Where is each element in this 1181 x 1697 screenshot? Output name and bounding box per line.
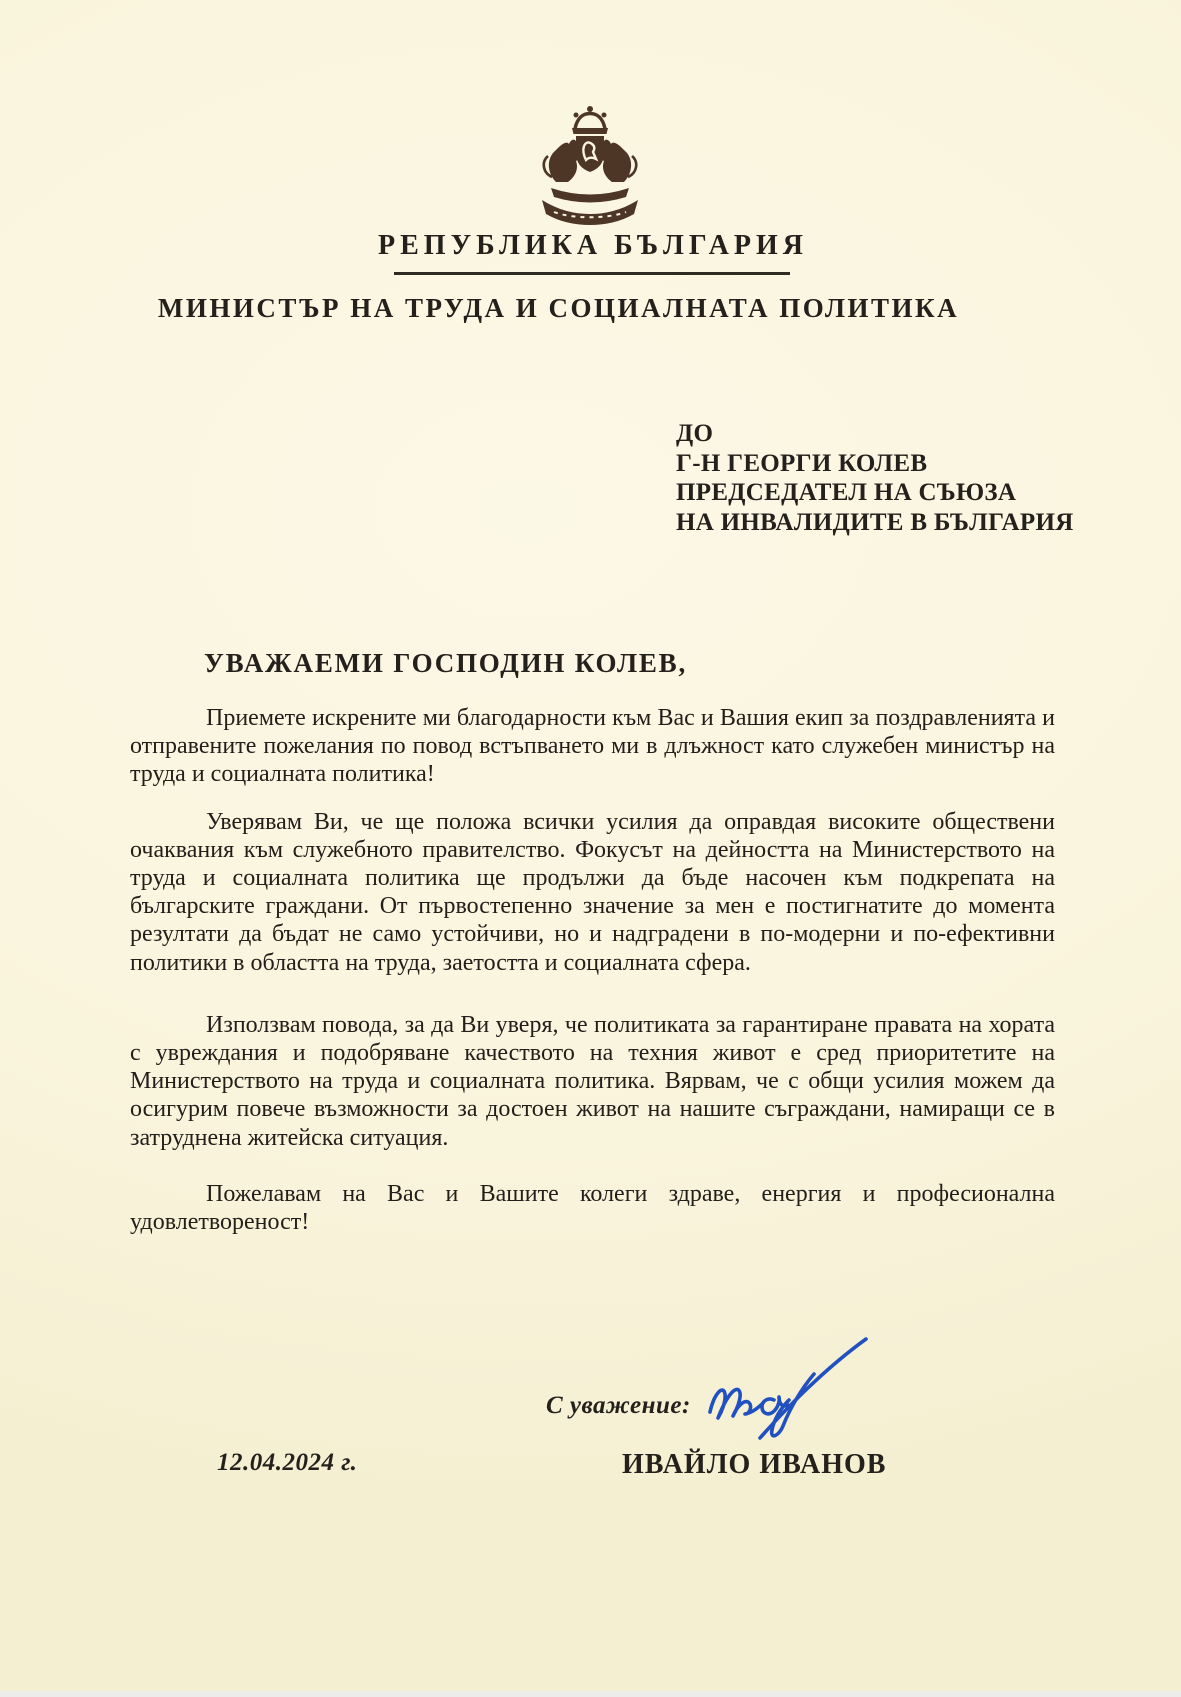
body-paragraph-1: Приемете искрените ми благодарности към Вас и Вашия екип за поздравленията и отправените пожелания по повод встъпването ми в длъжност като служебен министър на труда и социалната политика! — [130, 705, 1055, 788]
valediction: С уважение: — [546, 1392, 691, 1419]
recipient-block — [676, 419, 1074, 537]
recipient-line-name: Г-Н ГЕОРГИ КОЛЕВ — [676, 449, 928, 477]
letter-body — [130, 704, 1055, 1236]
signer-name: ИВАЙЛО ИВАНОВ — [622, 1449, 887, 1480]
scan-edge-strip — [0, 1691, 1181, 1697]
letter-date: 12.04.2024 г. — [217, 1449, 358, 1476]
handwritten-signature-icon — [698, 1334, 878, 1450]
body-paragraph-3: Използвам повода, за да Ви уверя, че политиката за гарантиране правата на хората с увреждания и подобряване качеството на техния живот е сред приоритетите на Министерството на труда и социалната политика. Вярвам, че с общи усилия можем да осигурим повече възможности за достоен живот на нашите съграждани, намиращи се в затруднена житейска ситуация. — [130, 1011, 1055, 1151]
ministry-title: МИНИСТЪР НА ТРУДА И СОЦИАЛНАТА ПОЛИТИКА — [157, 293, 960, 323]
bulgaria-coat-of-arms-icon — [518, 104, 662, 228]
body-paragraph-4: Пожелавам на Вас и Вашите колеги здраве, енергия и професионална удовлетвореност! — [130, 1180, 1055, 1236]
title-rule — [394, 272, 790, 275]
recipient-line-to: ДО — [676, 420, 714, 447]
republic-title: РЕПУБЛИКА БЪЛГАРИЯ — [378, 230, 808, 261]
recipient-line-role: ПРЕДСЕДАТЕЛ НА СЪЮЗА — [676, 479, 1017, 506]
body-paragraph-2: Уверявам Ви, че ще положа всички усилия да оправдая високите обществени очаквания към служебното правителство. Фокусът на дейността на Министерството на труда и социалната политика ще продължи да бъде насочен към подкрепата на българските граждани. От първостепенно значение за мен е постигнатите до момента резултати да бъдат не само устойчиви, но и надградени в по-модерни и по-ефективни политики в областта на труда, заетостта и социалната сфера. — [130, 808, 1055, 976]
salutation: УВАЖАЕМИ ГОСПОДИН КОЛЕВ, — [204, 648, 688, 678]
recipient-line-org: НА ИНВАЛИДИТЕ В БЪЛГАРИЯ — [676, 508, 1074, 536]
